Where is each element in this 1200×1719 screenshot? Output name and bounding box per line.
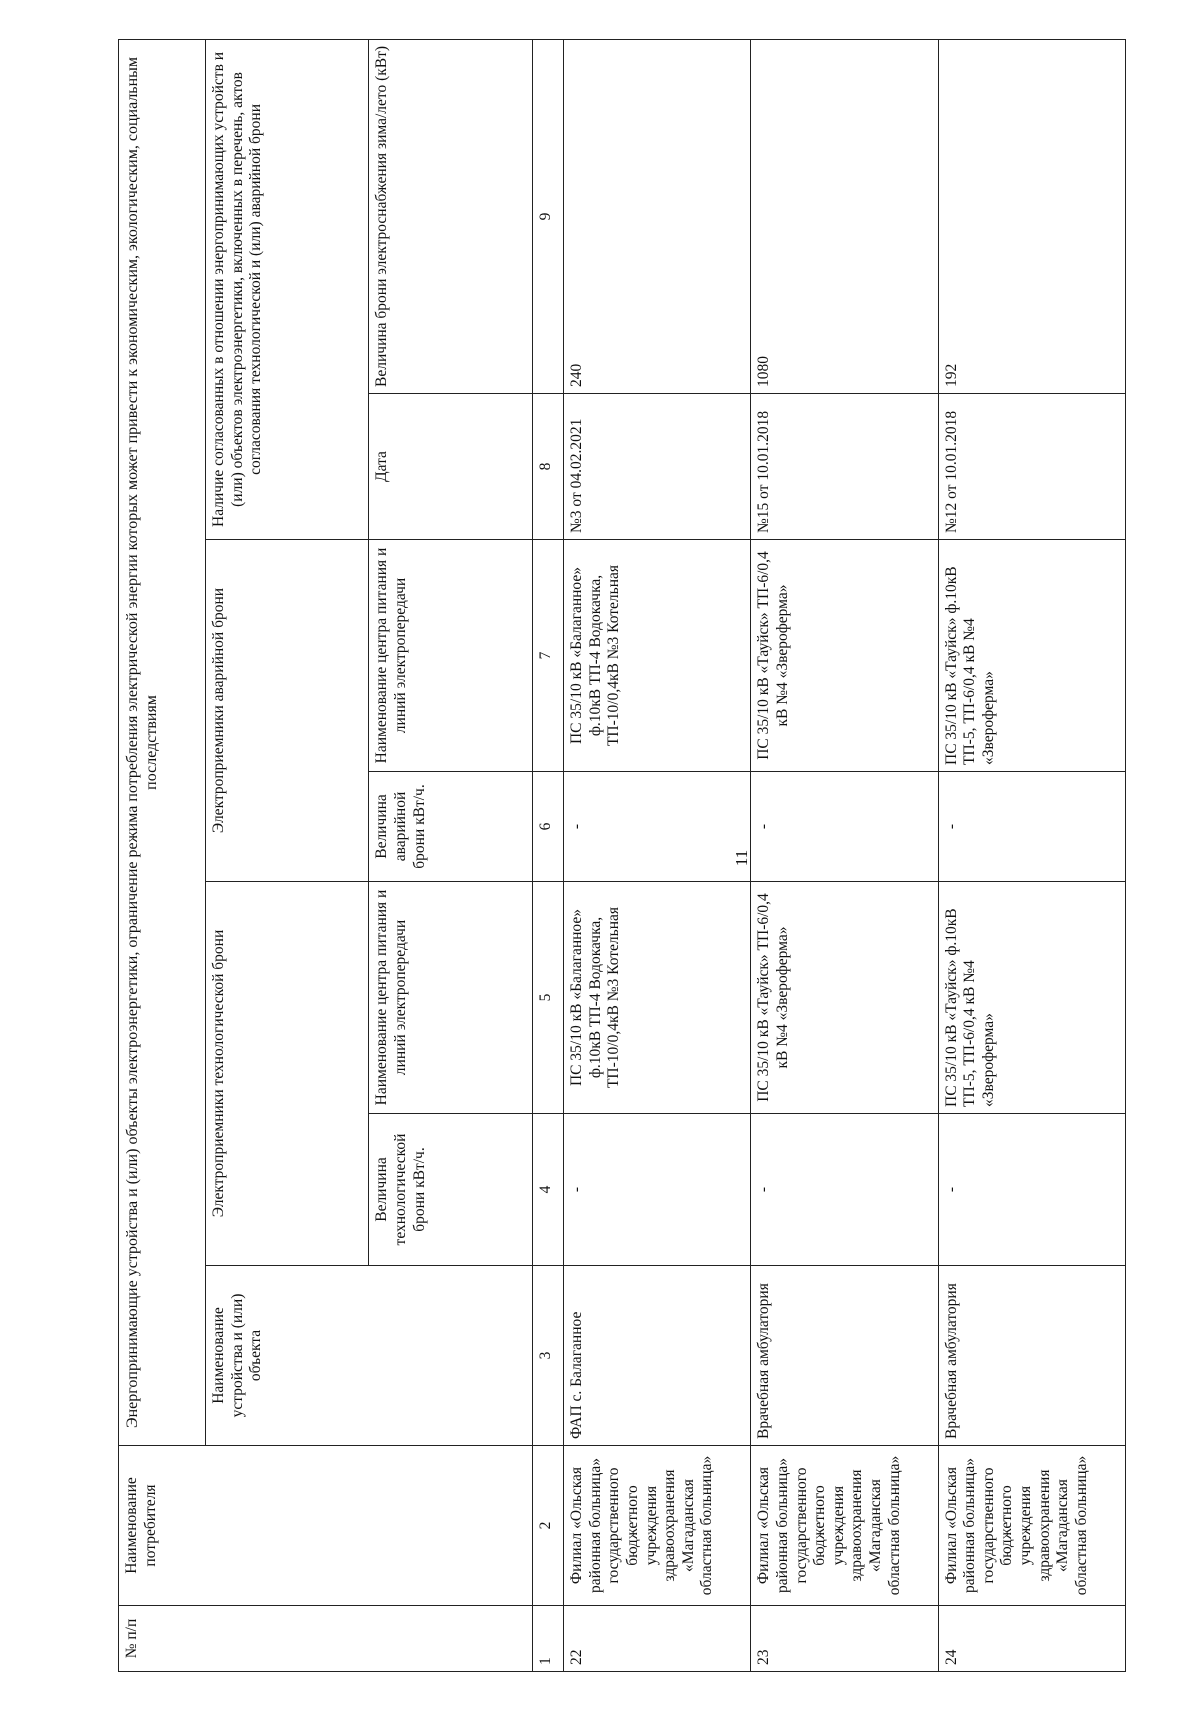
row-emerg-value: -: [938, 772, 1125, 882]
row-tech-value: -: [564, 1114, 751, 1266]
col-number-4: 4: [532, 1114, 564, 1266]
col-number-3: 3: [532, 1266, 564, 1446]
row-device: ФАП с. Балаганное: [564, 1266, 751, 1446]
col-emerg-value-header: Величина аварийной брони кВт/ч.: [369, 772, 532, 882]
col-consumer-header: Наименование потребителя: [119, 1446, 533, 1606]
col-supply-header: Величина брони электроснабжения зима/лето (кВт): [369, 39, 532, 393]
header-row-2: [206, 39, 369, 1671]
col-number-9: 9: [532, 39, 564, 393]
reservation-table: [118, 39, 1126, 1672]
row-device: Врачебная амбулатория: [938, 1266, 1125, 1446]
col-number-1: 1: [532, 1606, 564, 1672]
col-number-7: 7: [532, 540, 564, 772]
col-tech-center-header: Наименование центра питания и линий электропередачи: [369, 882, 532, 1114]
col-emerg-center-header: Наименование центра питания и линий электропередачи: [369, 540, 532, 772]
page-number-text: 11: [732, 849, 751, 867]
table-row: [938, 39, 1125, 1671]
col-number-6: 6: [532, 772, 564, 882]
col-no-header: № п/п: [119, 1606, 533, 1672]
col-number-5: 5: [532, 882, 564, 1114]
row-emerg-center: ПС 35/10 кВ «Тауйск» ТП-6/0,4 кВ №4 «Звероферма»: [751, 540, 938, 772]
row-emerg-value: -: [751, 772, 938, 882]
rotated-table-container: [118, 40, 1126, 1672]
header-row-1: [119, 39, 206, 1671]
row-tech-center: ПС 35/10 кВ «Тауйск» ТП-6/0,4 кВ №4 «Звероферма»: [751, 882, 938, 1114]
row-supply: 1080: [751, 39, 938, 393]
table-row: [564, 39, 751, 1671]
row-date: №3 от 04.02.2021: [564, 394, 751, 540]
col-tech-value-header: Величина технологической брони кВт/ч.: [369, 1114, 532, 1266]
row-tech-value: -: [751, 1114, 938, 1266]
row-supply: 192: [938, 39, 1125, 393]
row-supply: 240: [564, 39, 751, 393]
row-no: 22: [564, 1606, 751, 1672]
row-date: №12 от 10.01.2018: [938, 394, 1125, 540]
table-row: [751, 39, 938, 1671]
row-consumer: Филиал «Ольская районная больница» государственного бюджетного учреждения здравоохранения «Магаданская областная больница»: [751, 1446, 938, 1606]
group-acts-header: Наличие согласованных в отношении энергопринимающих устройств и (или) объектов электроэнергетики, включенных в перечень, актов согласования технологической и (или) аварийной брони: [206, 39, 369, 539]
column-number-row: [532, 39, 564, 1671]
group-emerg-header: Электроприемники аварийной брони: [206, 540, 369, 882]
col-number-2: 2: [532, 1446, 564, 1606]
row-tech-center: ПС 35/10 кВ «Тауйск» ф.10кВ ТП-5, ТП-6/0,4 кВ №4 «Звероферма»: [938, 882, 1125, 1114]
row-no: 23: [751, 1606, 938, 1672]
row-date: №15 от 10.01.2018: [751, 394, 938, 540]
row-tech-center: ПС 35/10 кВ «Балаганное» ф.10кВ ТП-4 Водокачка, ТП-10/0,4кВ №3 Котельная: [564, 882, 751, 1114]
group-title: Энергопринимающие устройства и (или) объекты электроэнергетики, ограничение режима потребления электрической энергии которых может привести к экономическим, экологическим, социальным последствиям: [119, 39, 206, 1445]
row-device: Врачебная амбулатория: [751, 1266, 938, 1446]
row-emerg-center: ПС 35/10 кВ «Балаганное» ф.10кВ ТП-4 Водокачка, ТП-10/0,4кВ №3 Котельная: [564, 540, 751, 772]
row-consumer: Филиал «Ольская районная больница» государственного бюджетного учреждения здравоохранения «Магаданская областная больница»: [564, 1446, 751, 1606]
row-emerg-value: -: [564, 772, 751, 882]
row-consumer: Филиал «Ольская районная больница» государственного бюджетного учреждения здравоохранения «Магаданская областная больница»: [938, 1446, 1125, 1606]
row-no: 24: [938, 1606, 1125, 1672]
row-emerg-center: ПС 35/10 кВ «Тауйск» ф.10кВ ТП-5, ТП-6/0,4 кВ №4 «Звероферма»: [938, 540, 1125, 772]
col-device-header: Наименование устройства и (или) объекта: [206, 1266, 533, 1446]
row-tech-value: -: [938, 1114, 1125, 1266]
col-number-8: 8: [532, 394, 564, 540]
group-tech-header: Электроприемники технологической брони: [206, 882, 369, 1266]
col-date-header: Дата: [369, 394, 532, 540]
